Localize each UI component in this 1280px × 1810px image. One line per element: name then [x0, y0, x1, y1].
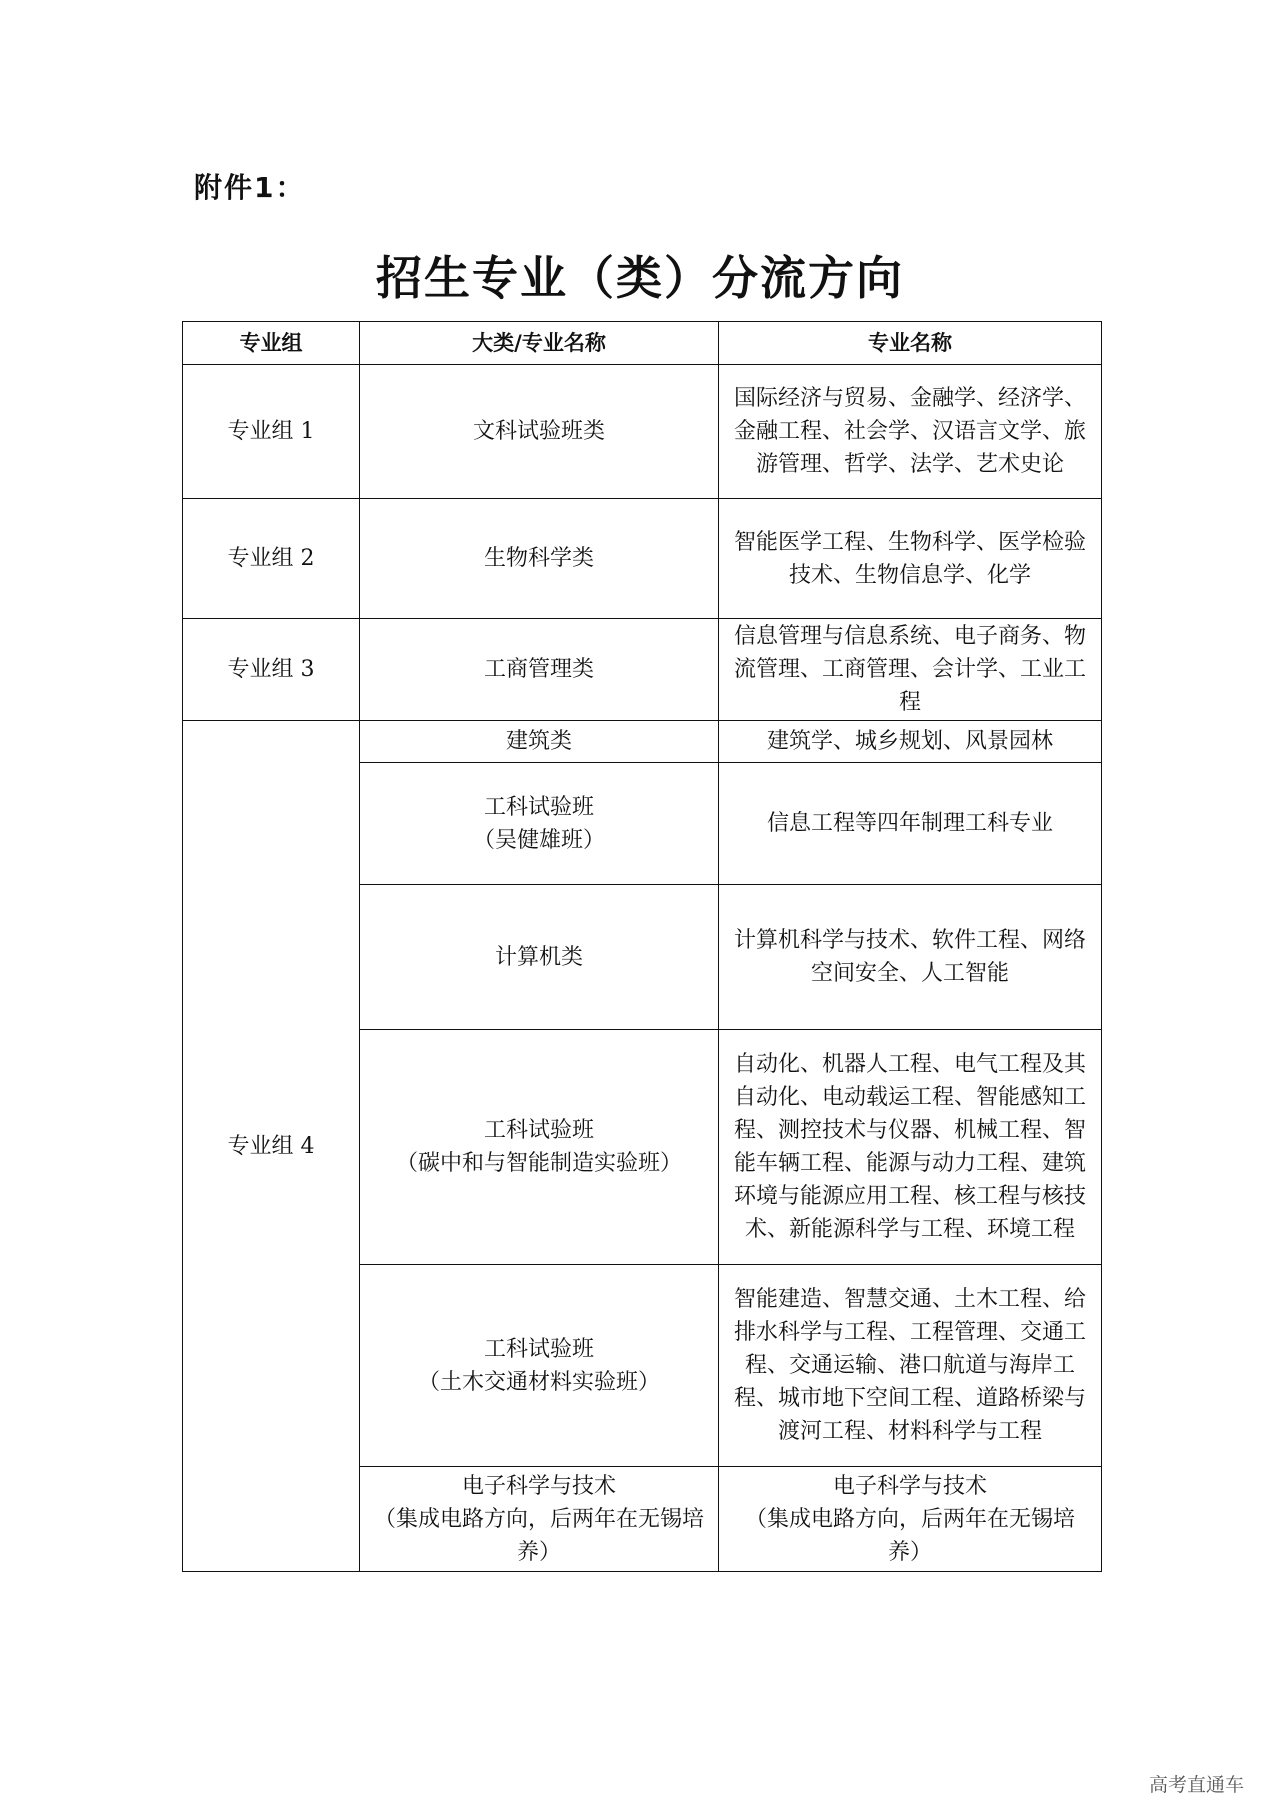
- category-name: 电子科学与技术: [461, 1473, 616, 1499]
- table-row: [183, 619, 1102, 721]
- category-cell: 文科试验班类: [360, 365, 719, 499]
- category-cell: 建筑类: [360, 721, 719, 763]
- category-name: 工科试验班: [483, 1336, 594, 1362]
- category-cell: [360, 763, 719, 885]
- group-cell: 专业组 4: [183, 721, 360, 1572]
- category-cell: 生物科学类: [360, 499, 719, 619]
- page-title: 招生专业（类）分流方向: [376, 251, 904, 305]
- header-category: 大类/专业名称: [360, 322, 719, 365]
- table-header-row: [183, 322, 1102, 365]
- majors-cell: 国际经济与贸易、金融学、经济学、金融工程、社会学、汉语言文学、旅游管理、哲学、法学、艺术史论: [719, 365, 1102, 499]
- category-name: 工科试验班: [483, 1118, 594, 1143]
- category-note: （碳中和与智能制造实验班）: [395, 1151, 682, 1176]
- category-note: （吴健雄班）: [472, 827, 605, 853]
- majors-cell: 建筑学、城乡规划、风景园林: [719, 721, 1102, 763]
- majors-cell: 智能医学工程、生物科学、医学检验技术、生物信息学、化学: [719, 499, 1102, 619]
- category-cell: [360, 1467, 719, 1572]
- category-cell: 工商管理类: [360, 619, 719, 721]
- majors-cell: 信息工程等四年制理工科专业: [719, 763, 1102, 885]
- table-row: [183, 365, 1102, 499]
- majors-cell: 智能建造、智慧交通、土木工程、给排水科学与工程、工程管理、交通工程、交通运输、港口航道与海岸工程、城市地下空间工程、道路桥梁与渡河工程、材料科学与工程: [719, 1265, 1102, 1467]
- category-note: （集成电路方向，后两年在无锡培养）: [373, 1506, 704, 1565]
- table-row: [183, 499, 1102, 619]
- majors-table: [182, 321, 1102, 1572]
- majors-cell: [719, 1467, 1102, 1572]
- category-cell: [360, 1030, 719, 1265]
- category-name: 工科试验班: [483, 794, 594, 820]
- attachment-label: 附件1：: [194, 171, 306, 204]
- category-cell: [360, 1265, 719, 1467]
- majors-cell: 计算机科学与技术、软件工程、网络空间安全、人工智能: [719, 885, 1102, 1030]
- category-note: （土木交通材料实验班）: [417, 1369, 660, 1395]
- watermark-text: 高考直通车: [1148, 1774, 1244, 1796]
- majors-cell: 信息管理与信息系统、电子商务、物流管理、工商管理、会计学、工业工程: [719, 619, 1102, 721]
- group-cell: 专业组 3: [183, 619, 360, 721]
- header-majors: 专业名称: [719, 322, 1102, 365]
- major-name: 电子科学与技术: [832, 1473, 987, 1499]
- table-row: [183, 721, 1102, 763]
- majors-cell: 自动化、机器人工程、电气工程及其自动化、电动载运工程、智能感知工程、测控技术与仪器、机械工程、智能车辆工程、能源与动力工程、建筑环境与能源应用工程、核工程与核技术、新能源科学与工程、环境工程: [719, 1030, 1102, 1265]
- header-group: 专业组: [183, 322, 360, 365]
- category-cell: 计算机类: [360, 885, 719, 1030]
- group-cell: 专业组 2: [183, 499, 360, 619]
- group-cell: 专业组 1: [183, 365, 360, 499]
- major-note: （集成电路方向，后两年在无锡培养）: [744, 1506, 1075, 1565]
